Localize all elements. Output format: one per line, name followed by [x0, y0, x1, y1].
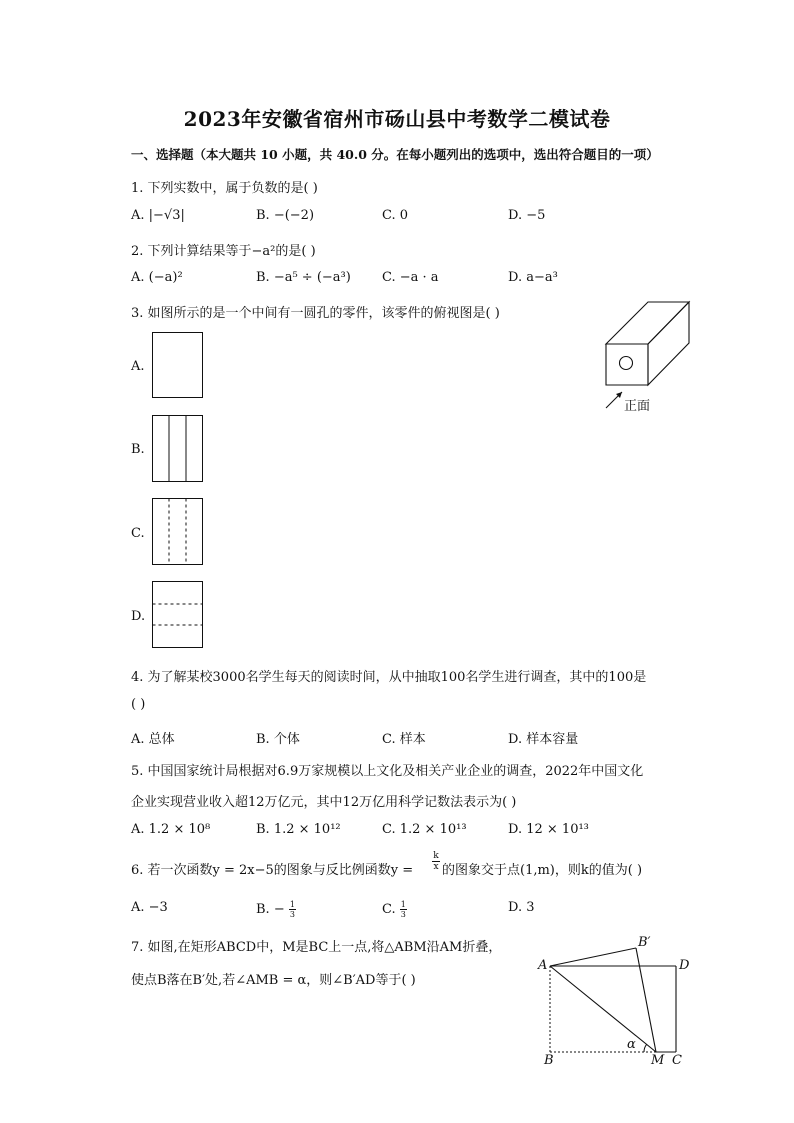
q6-fraction-denominator: x: [433, 862, 439, 872]
q7-label-b: B: [544, 1053, 554, 1068]
q3-option-d-figure[interactable]: [152, 581, 204, 649]
q5-option-a[interactable]: A. 1.2 × 10⁸: [131, 822, 211, 837]
q7-label-c: C: [672, 1053, 682, 1068]
q5-option-b[interactable]: B. 1.2 × 10¹²: [256, 822, 341, 837]
question-6-stem-a: 6. 若一次函数y = 2x−5的图象与反比例函数y =: [131, 863, 414, 878]
q6-option-c-prefix: C.: [382, 902, 396, 917]
q5-option-c[interactable]: C. 1.2 × 10¹³: [382, 822, 467, 837]
q1-option-b[interactable]: B. −(−2): [256, 208, 315, 223]
q6-option-c-numerator: 1: [400, 900, 406, 909]
question-5-stem-line1: 5. 中国国家统计局根据对6.9万家规模以上文化及相关产业企业的调查，2022年中国文化: [131, 764, 644, 779]
q7-label-d: D: [679, 958, 690, 973]
question-2-stem: 2. 下列计算结果等于−a²的是( ): [131, 244, 316, 259]
q6-option-b-numerator: 1: [289, 900, 295, 909]
q6-option-c-fraction: [400, 900, 407, 919]
q3-option-c-figure[interactable]: [152, 498, 204, 566]
question-1-stem: 1. 下列实数中，属于负数的是( ): [131, 181, 318, 196]
question-4-paren: ( ): [131, 697, 146, 712]
section-heading: 一、选择题（本大题共 10 小题，共 40.0 分。在每小题列出的选项中，选出符合题目的一项）: [131, 147, 659, 162]
q5-option-d[interactable]: D. 12 × 10¹³: [508, 822, 589, 837]
question-5-stem-line2: 企业实现营业收入超12万亿元，其中12万亿用科学记数法表示为( ): [131, 795, 517, 810]
q6-fraction-numerator: k: [433, 851, 439, 861]
q6-option-c[interactable]: [382, 900, 407, 919]
q3-option-d[interactable]: D.: [131, 609, 146, 624]
q1-option-a[interactable]: A. |−√3|: [131, 208, 185, 223]
question-4-stem: 4. 为了解某校3000名学生每天的阅读时间，从中抽取100名学生进行调查，其中的100是: [131, 670, 647, 685]
q2-option-a[interactable]: A. (−a)²: [131, 270, 183, 285]
q7-rectangle-figure: [530, 930, 700, 1070]
q6-fraction: [432, 851, 440, 872]
q6-option-a[interactable]: A. −3: [131, 900, 168, 915]
q3-option-b[interactable]: B.: [131, 442, 145, 457]
q3-option-b-figure[interactable]: [152, 415, 204, 483]
q6-option-b-prefix: B. −: [256, 902, 285, 917]
q3-option-a[interactable]: A.: [131, 359, 145, 374]
q2-option-c[interactable]: C. −a · a: [382, 270, 439, 285]
q2-option-d[interactable]: D. a−a³: [508, 270, 558, 285]
question-3-stem: 3. 如图所示的是一个中间有一圆孔的零件，该零件的俯视图是( ): [131, 306, 500, 321]
q6-option-d[interactable]: D. 3: [508, 900, 535, 915]
q6-option-b-denominator: 3: [289, 910, 295, 919]
q6-option-b[interactable]: [256, 900, 296, 919]
q4-option-d[interactable]: D. 样本容量: [508, 732, 579, 747]
page-title: 2023年安徽省宿州市砀山县中考数学二模试卷: [183, 107, 611, 131]
q7-label-a: A: [538, 958, 548, 973]
q6-option-c-denominator: 3: [400, 910, 406, 919]
front-label: 正面: [624, 399, 651, 414]
q7-label-b-prime: B′: [638, 935, 651, 950]
question-7-stem-line1: 7. 如图,在矩形ABCD中，M是BC上一点,将△ABM沿AM折叠，: [131, 940, 502, 955]
q4-option-a[interactable]: A. 总体: [131, 732, 175, 747]
q4-option-c[interactable]: C. 样本: [382, 732, 426, 747]
question-6-stem-b: 的图象交于点(1,m)，则k的值为( ): [442, 863, 643, 878]
q3-option-c[interactable]: C.: [131, 526, 145, 541]
q2-option-b[interactable]: B. −a⁵ ÷ (−a³): [256, 270, 351, 285]
q6-option-b-fraction: [289, 900, 296, 919]
q1-option-d[interactable]: D. −5: [508, 208, 546, 223]
q7-label-alpha: α: [627, 1037, 636, 1052]
q3-option-a-figure[interactable]: [152, 332, 204, 400]
q7-label-m: M: [651, 1053, 665, 1068]
q4-option-b[interactable]: B. 个体: [256, 732, 300, 747]
q1-option-c[interactable]: C. 0: [382, 208, 409, 223]
question-7-stem-line2: 使点B落在B′处,若∠AMB = α，则∠B′AD等于( ): [131, 973, 416, 988]
